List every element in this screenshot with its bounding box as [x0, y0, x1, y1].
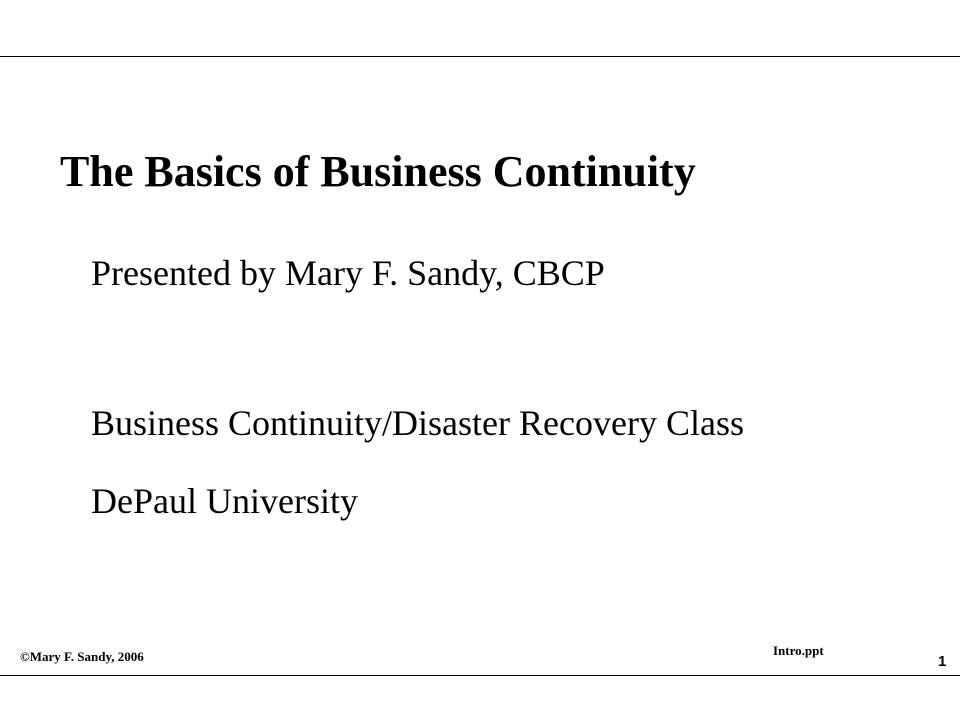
slide-title: The Basics of Business Continuity [60, 147, 696, 196]
footer-divider [0, 675, 960, 676]
footer-copyright: ©Mary F. Sandy, 2006 [20, 649, 144, 664]
course-line: Business Continuity/Disaster Recovery Class [91, 403, 744, 443]
institution-line: DePaul University [91, 481, 358, 521]
footer-file-name: Intro.ppt [773, 643, 824, 658]
header-divider [0, 56, 960, 57]
presenter-line: Presented by Mary F. Sandy, CBCP [91, 253, 605, 293]
slide-number: 1 [938, 653, 947, 670]
